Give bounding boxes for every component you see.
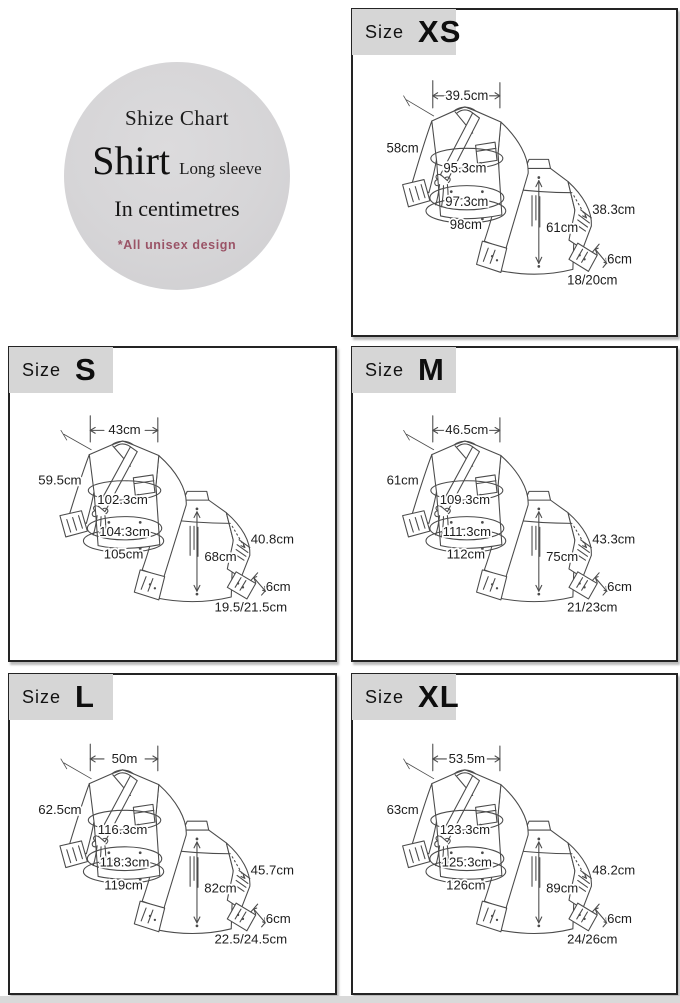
sleeve-length-back-label: 43.3cm: [592, 531, 636, 547]
cuff-circumference-label: 18/20cm: [567, 272, 618, 288]
shirt-diagram: [10, 348, 335, 660]
shoulder-width-label: 39.5cm: [445, 87, 489, 103]
back-length-label: 61cm: [546, 219, 579, 236]
hem-label: 112cm: [446, 546, 486, 562]
sleeve-length-back-label: 40.8cm: [250, 531, 294, 547]
size-tab: [352, 347, 456, 393]
sleeve-length-front-label: 59.5cm: [38, 472, 82, 488]
cuff-circumference-label: 21/23cm: [567, 599, 618, 615]
shirt-diagram: [353, 348, 676, 660]
size-panel: [351, 346, 678, 662]
size-tab-prefix: Size: [22, 359, 62, 380]
chest-label: 109.3cm: [439, 492, 491, 507]
size-panel: [351, 8, 678, 337]
size-tab-value: L: [75, 679, 95, 714]
info-badge: [64, 62, 290, 290]
sleeve-length-front-label: 61cm: [386, 472, 419, 488]
size-tab-prefix: Size: [365, 21, 405, 42]
size-tab: [9, 674, 113, 720]
chest-label: 95.3cm: [443, 160, 487, 176]
cuff-circumference-label: 19.5/21.5cm: [214, 599, 288, 615]
size-panel: [8, 673, 337, 995]
shoulder-width-label: 46.5cm: [445, 422, 489, 438]
waist-label: 97.3cm: [445, 193, 489, 209]
shirt-diagram: [10, 675, 335, 993]
hem-label: 119cm: [104, 877, 143, 893]
cuff-width-label: 6cm: [607, 579, 632, 595]
hem-label: 98cm: [449, 216, 482, 233]
bottom-strip: [0, 996, 680, 1003]
badge-product-name: Shirt: [92, 138, 171, 183]
hem-label: 126cm: [446, 877, 486, 893]
chest-label: 123.3cm: [439, 821, 491, 838]
size-tab-prefix: Size: [22, 686, 62, 707]
back-length-label: 82cm: [204, 880, 237, 896]
cuff-width-label: 6cm: [607, 910, 632, 926]
size-tab-value: XL: [418, 679, 460, 714]
cuff-circumference-label: 24/26cm: [567, 931, 618, 947]
shirt-diagram: [353, 10, 676, 335]
back-length-label: 68cm: [204, 549, 237, 565]
back-length-label: 89cm: [546, 880, 579, 896]
badge-product-row: [92, 137, 261, 184]
waist-label: 104.3cm: [99, 524, 150, 539]
chest-label: 102.3cm: [97, 492, 148, 507]
size-tab: [352, 9, 462, 55]
waist-label: 118.3cm: [99, 854, 150, 870]
waist-label: 125.3cm: [441, 854, 492, 870]
sleeve-length-front-label: 62.5cm: [38, 802, 82, 818]
badge-note: *All unisex design: [117, 238, 237, 252]
badge-units: In centimetres: [114, 196, 240, 221]
size-tab-prefix: Size: [365, 686, 405, 707]
waist-label: 111.3cm: [442, 523, 492, 539]
size-tab: [9, 347, 113, 393]
cuff-circumference-label: 22.5/24.5cm: [214, 931, 288, 947]
shoulder-width-label: 53.5m: [448, 750, 486, 766]
badge-variant: Long sleeve: [179, 159, 262, 178]
sleeve-length-front-label: 58cm: [386, 140, 419, 156]
sleeve-length-back-label: 45.7cm: [250, 862, 295, 878]
cuff-width-label: 6cm: [265, 910, 291, 926]
size-tab-prefix: Size: [365, 359, 405, 380]
cuff-width-label: 6cm: [607, 251, 632, 267]
sleeve-length-back-label: 48.2cm: [592, 862, 636, 878]
badge-heading: Shize Chart: [124, 106, 230, 130]
size-tab: [352, 674, 460, 720]
hem-label: 105cm: [103, 546, 144, 562]
shoulder-width-label: 43cm: [108, 422, 141, 438]
size-panel: [8, 346, 337, 662]
size-tab-value: M: [418, 352, 445, 387]
shirt-diagram: [353, 675, 676, 993]
shoulder-width-label: 50m: [111, 750, 138, 766]
cuff-width-label: 6cm: [265, 579, 291, 595]
chest-label: 116.3cm: [97, 821, 148, 838]
size-tab-value: XS: [418, 14, 462, 49]
size-panel: [351, 673, 678, 995]
size-tab-value: S: [75, 352, 97, 387]
sleeve-length-front-label: 63cm: [386, 802, 419, 818]
back-length-label: 75cm: [546, 549, 579, 565]
sleeve-length-back-label: 38.3cm: [592, 201, 636, 217]
